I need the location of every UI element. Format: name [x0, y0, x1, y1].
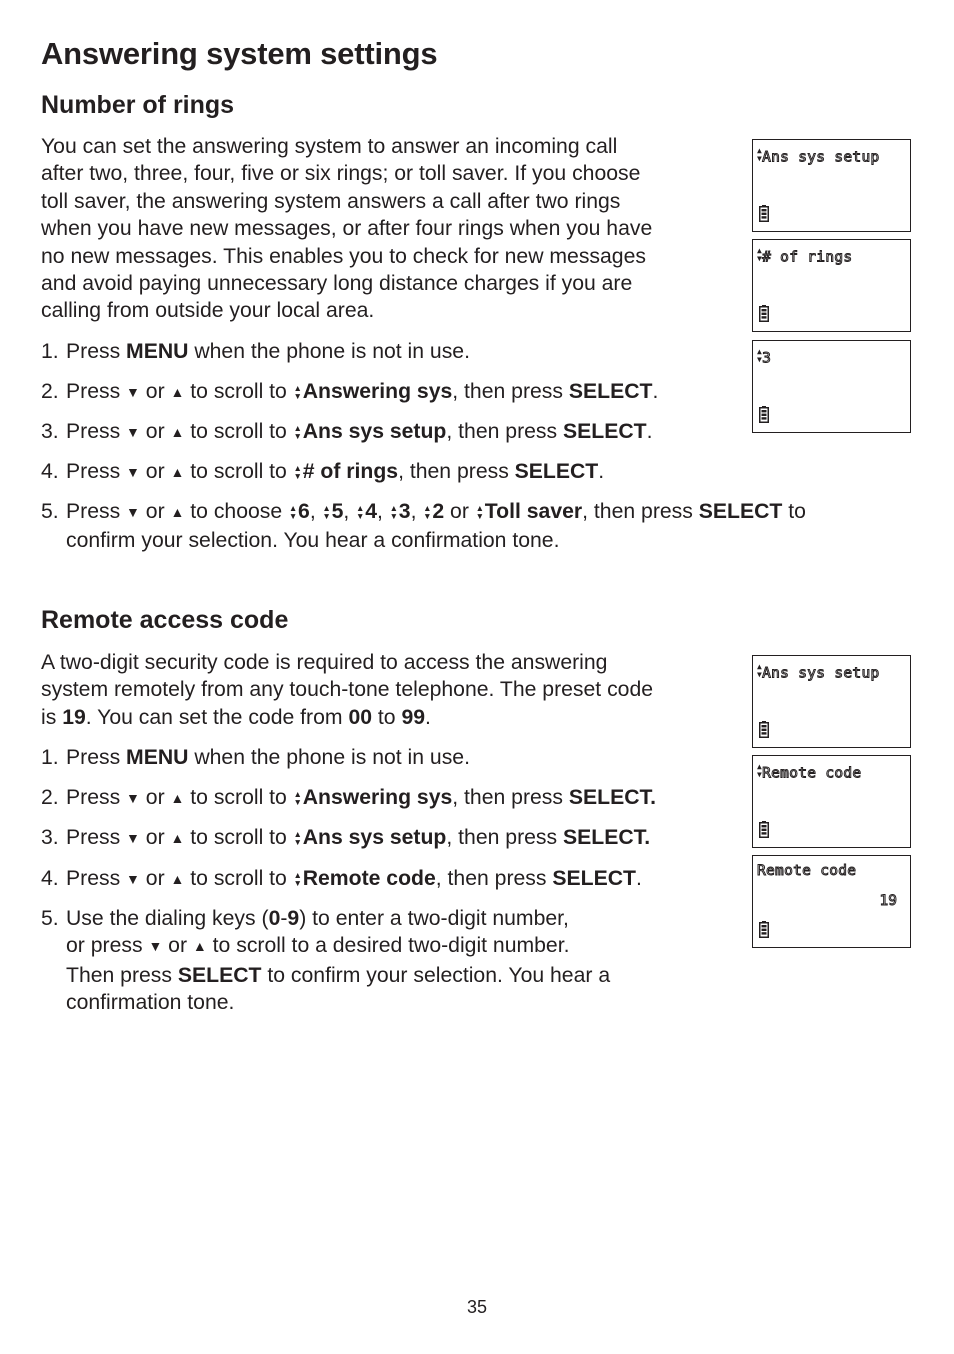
up-triangle-icon: ▲ — [170, 384, 185, 400]
step-1-remote: 1. Press MENU when the phone is not in use. — [41, 746, 470, 769]
up-down-arrow-icon: ▲ ▼ — [423, 502, 432, 521]
section-intro-remote: A two-digit security code is required to access the answering system remotely from any touch-tone telephone. The preset code is 19. You can set the code from 00 to 99. — [41, 651, 654, 729]
down-triangle-icon: ▼ — [126, 871, 140, 887]
up-down-arrow-icon: ▲ ▼ — [293, 869, 302, 888]
step-5-remote: 5. Use the dialing keys (0-9) to enter a two-digit number, or press ▼ or ▲ to scroll to a desired two-digit number. Then press SELECT to confirm your selection. You hear a confirmation tone. — [41, 907, 611, 1015]
lcd-screen-ring-count: ▲ ▼ 3 — [752, 340, 911, 433]
step-2-remote: 2. Press ▼ or ▲ to scroll to ▲ ▼ Answering sys, then press SELECT. — [41, 786, 656, 809]
up-down-arrow-icon: ▲ ▼ — [293, 788, 302, 807]
down-triangle-icon: ▼ — [126, 464, 140, 480]
down-triangle-icon: ▼ — [126, 384, 140, 400]
step-3-remote: 3. Press ▼ or ▲ to scroll to ▲ ▼ Ans sys setup, then press SELECT. — [41, 826, 651, 849]
battery-icon — [759, 406, 769, 423]
up-down-arrow-icon: ▲ ▼ — [293, 828, 302, 847]
up-down-arrow-icon: ▲ ▼ — [322, 502, 331, 521]
lcd-screen-ans-sys-setup: ▲ ▼ Ans sys setup — [752, 139, 911, 232]
lcd-screen-remote-code: ▲ ▼ Remote code — [752, 755, 911, 848]
up-triangle-icon: ▲ — [170, 424, 185, 440]
section-intro-rings: You can set the answering system to answer an incoming call after two, three, four, five or six rings; or toll saver. If you choose toll saver, the answering system answers a call after two rings when you have new messages, or after four rings when you have no new messages. This enables you to check for new messages and avoid paying unnecessary long distance charges if you are calling from outside your local area. — [41, 135, 653, 323]
up-triangle-icon: ▲ — [170, 790, 185, 806]
page-number: 35 — [466, 1297, 488, 1317]
down-triangle-icon: ▼ — [148, 938, 163, 955]
up-down-arrow-icon: ▲ ▼ — [757, 246, 763, 263]
down-triangle-icon: ▼ — [126, 830, 140, 846]
up-triangle-icon: ▲ — [170, 464, 185, 480]
battery-icon — [759, 821, 769, 838]
battery-icon — [759, 921, 769, 938]
up-down-arrow-icon: ▲ ▼ — [293, 422, 302, 441]
up-down-arrow-icon: ▲ ▼ — [293, 382, 302, 401]
battery-icon — [759, 305, 769, 322]
up-down-arrow-icon: ▲ ▼ — [288, 502, 298, 521]
section-heading-rings: Number of rings — [41, 91, 235, 119]
up-down-arrow-icon: ▲ ▼ — [389, 502, 398, 521]
page-title: Answering system settings — [41, 36, 438, 71]
up-down-arrow-icon: ▲ ▼ — [757, 146, 763, 163]
lcd-screen-rings: ▲ ▼ # of rings — [752, 239, 911, 332]
step-3-rings: 3. Press ▼ or ▲ to scroll to ▲ ▼ Ans sys setup, then press SELECT. — [41, 420, 653, 443]
up-down-arrow-icon: ▲ ▼ — [293, 462, 302, 481]
up-down-arrow-icon: ▲ ▼ — [757, 347, 763, 364]
up-down-arrow-icon: ▲ ▼ — [355, 502, 365, 521]
section-heading-remote: Remote access code — [41, 606, 289, 634]
up-triangle-icon: ▲ — [170, 830, 185, 846]
lcd-screen-remote-code-value: Remote code 19 — [752, 855, 911, 948]
up-down-arrow-icon: ▲ ▼ — [757, 662, 763, 679]
up-down-arrow-icon: ▲ ▼ — [475, 502, 484, 521]
battery-icon — [759, 721, 769, 738]
battery-icon — [759, 205, 769, 222]
lcd-screen-ans-sys-setup-2: ▲ ▼ Ans sys setup — [752, 655, 911, 748]
up-triangle-icon: ▲ — [170, 871, 185, 887]
step-4-rings: 4. Press ▼ or ▲ to scroll to ▲ ▼ # of rings, then press SELECT. — [41, 460, 605, 483]
step-2-rings: 2. Press ▼ or ▲ to scroll to ▲ ▼ Answering sys, then press SELECT. — [41, 380, 659, 403]
down-triangle-icon: ▼ — [126, 504, 140, 520]
step-1-rings: 1. Press MENU when the phone is not in use. — [41, 340, 470, 363]
remote-code-value: 19 — [879, 893, 897, 909]
down-triangle-icon: ▼ — [126, 424, 140, 440]
step-4-remote: 4. Press ▼ or ▲ to scroll to ▲ ▼ Remote code, then press SELECT. — [41, 867, 642, 890]
up-triangle-icon: ▲ — [192, 938, 207, 955]
step-5-rings: 5. Press ▼ or ▲ to choose ▲ ▼ 6, ▲ ▼ 5, ▲ ▼ 4, ▲ ▼ 3, ▲ ▼ 2 or ▲ ▼ Toll saver, then press SELECT to confirm your selection. You hear a confirmation tone. — [41, 500, 806, 553]
down-triangle-icon: ▼ — [126, 790, 140, 806]
up-down-arrow-icon: ▲ ▼ — [757, 762, 763, 779]
up-triangle-icon: ▲ — [170, 504, 185, 520]
